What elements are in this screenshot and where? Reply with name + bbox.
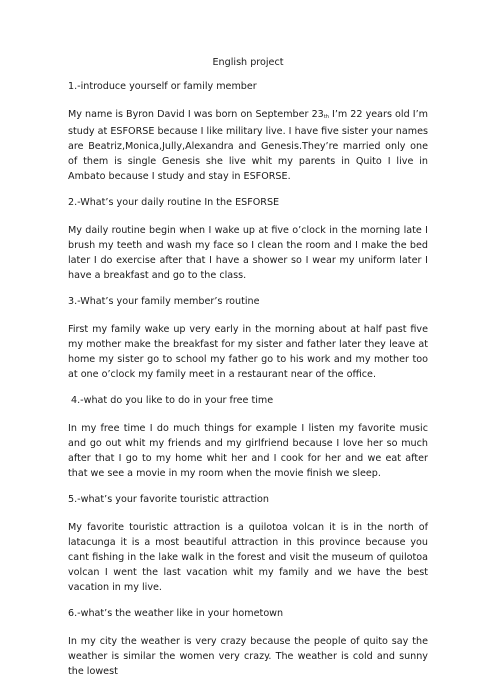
answer-1 — [68, 107, 428, 184]
question-6: 6.-what’s the weather like in your hometown — [68, 608, 284, 619]
answer-5: My favorite touristic attraction is a quilotoa volcan it is in the north of latacunga it is a most beautiful attraction in this province because you cant fishing in the lake walk in the forest and visit the museum of quilotoa volcan I went the last vacation whit my family and we have the best vacation in my live. — [68, 522, 428, 593]
answer-3: First my family wake up very early in the morning about at half past five my mother make the breakfast for my sister and father later they leave at home my sister go to school my father go to his work and my mother too at one o’clock my family meet in a restaurant near of the office. — [68, 324, 428, 380]
answer-1-ordinal-suffix: th — [323, 114, 329, 120]
question-5: 5.-what’s your favorite touristic attraction — [68, 494, 269, 505]
answer-2: My daily routine begin when I wake up at five o’clock in the morning late I brush my teeth and wash my face so I clean the room and I make the bed later I do exercise after that I have a shower so I wear my uniform later I have a breakfast and go to the class. — [68, 225, 428, 281]
answer-4: In my free time I do much things for example I listen my favorite music and go out whit my friends and my girlfriend because I love her so much after that I go to my home whit her and I cook for her and we eat after that we see a movie in my room when the movie finish we sleep. — [68, 423, 428, 479]
question-2: 2.-What’s your daily routine In the ESFORSE — [68, 197, 280, 208]
question-3: 3.-What’s your family member’s routine — [68, 296, 260, 307]
document-title: English project — [212, 57, 284, 68]
answer-1-part-a: My name is Byron David I was born on September 23 — [68, 109, 324, 120]
answer-6: In my city the weather is very crazy because the people of quito say the weather is similar the women very crazy. The weather is cold and sunny the lowest — [68, 636, 428, 677]
question-4: 4.-what do you like to do in your free time — [71, 395, 274, 406]
question-1: 1.-introduce yourself or family member — [68, 81, 257, 92]
answer-1-part-b: I’m 22 years old I’m study at ESFORSE because I like military live. I have five sister your names are Beatriz,Monica,Jully,Alexandra and Genesis.They’re married only one of them is single Genesis she live whit my parents in Quito I live in Ambato because I study and stay in ESFORSE. — [68, 109, 428, 182]
